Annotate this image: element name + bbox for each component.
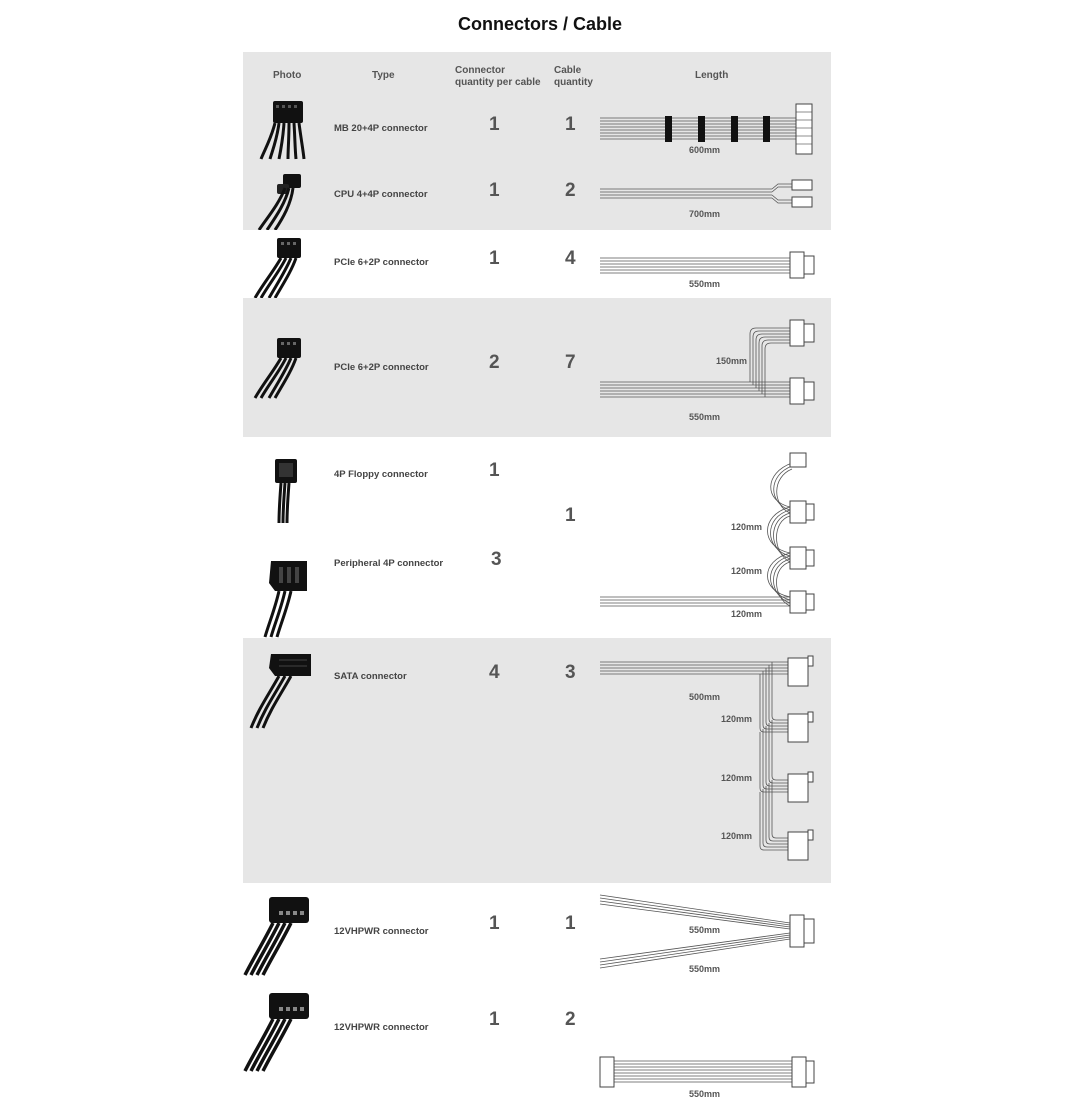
connector-quantity: 1 [489,1009,500,1030]
cable-length: 550mm [689,412,721,422]
header-cable-quantity: Cable quantity [554,65,593,88]
cable-length: 550mm [689,1089,721,1099]
peripheral-connector-photo [263,557,313,639]
sata-cable-diagram [600,656,816,876]
pcie-dual-cable-diagram [600,312,816,412]
table-row [243,638,831,883]
table-row [243,230,831,298]
cable-quantity: 2 [565,180,576,201]
cable-length: 550mm [689,279,721,289]
cable-length: 600mm [689,145,721,155]
connector-type: 12VHPWR connector [334,1022,429,1033]
cable-quantity: 3 [565,662,576,683]
cable-length: 120mm [721,773,753,783]
peripheral-cable-diagram [600,451,816,641]
connector-quantity: 4 [489,662,500,683]
table-row [243,298,831,437]
cable-quantity: 7 [565,352,576,373]
cable-quantity: 4 [565,248,576,269]
table-row [243,979,831,1099]
connector-quantity: 2 [489,352,500,373]
table-header [243,52,831,96]
page-title: Connectors / Cable [457,14,623,34]
connector-quantity: 1 [489,180,500,201]
connector-quantity: 3 [491,549,502,570]
12vhpwr-connector-photo [243,893,313,977]
header-type: Type [372,70,395,81]
cable-length: 500mm [689,692,721,702]
cable-quantity: 1 [565,114,576,135]
cable-length: 120mm [731,566,763,576]
connector-type: CPU 4+4P connector [334,189,428,200]
pcie-connector-photo [253,234,309,298]
cable-length: 150mm [716,356,748,366]
pcie-cable-diagram [600,250,816,280]
connector-type: 4P Floppy connector [334,469,428,480]
cable-length: 120mm [721,831,753,841]
header-photo: Photo [273,70,302,81]
connector-quantity: 1 [489,913,500,934]
cable-quantity: 1 [565,913,576,934]
sata-connector-photo [249,650,315,730]
cable-quantity: 2 [565,1009,576,1030]
12vhpwr-connector-photo [243,989,313,1073]
table-row [243,883,831,979]
connector-type: SATA connector [334,671,407,682]
cable-length: 120mm [731,522,763,532]
cable-quantity: 1 [565,505,576,526]
floppy-connector-photo [271,457,301,525]
connector-type: Peripheral 4P connector [334,558,444,569]
cable-length: 700mm [689,209,721,219]
table-row [243,437,831,638]
table-row [243,96,831,162]
cable-length: 550mm [689,925,721,935]
connector-quantity: 1 [489,114,500,135]
connector-type: 12VHPWR connector [334,926,429,937]
pcie-connector-photo [253,334,309,400]
cpu-connector-photo [255,170,307,230]
connector-type: PCIe 6+2P connector [334,362,429,373]
cpu-cable-diagram [600,180,816,210]
connector-type: MB 20+4P connector [334,123,428,134]
table-row [243,162,831,230]
header-connector-quantity: Connector quantity per cable [455,65,541,88]
header-length: Length [695,70,729,81]
mb-connector-photo [257,99,307,161]
connector-type: PCIe 6+2P connector [334,257,429,268]
cable-length: 120mm [721,714,753,724]
cable-length: 120mm [731,609,763,619]
connector-quantity: 1 [489,248,500,269]
connector-quantity: 1 [489,460,500,481]
cable-length: 550mm [689,964,721,974]
